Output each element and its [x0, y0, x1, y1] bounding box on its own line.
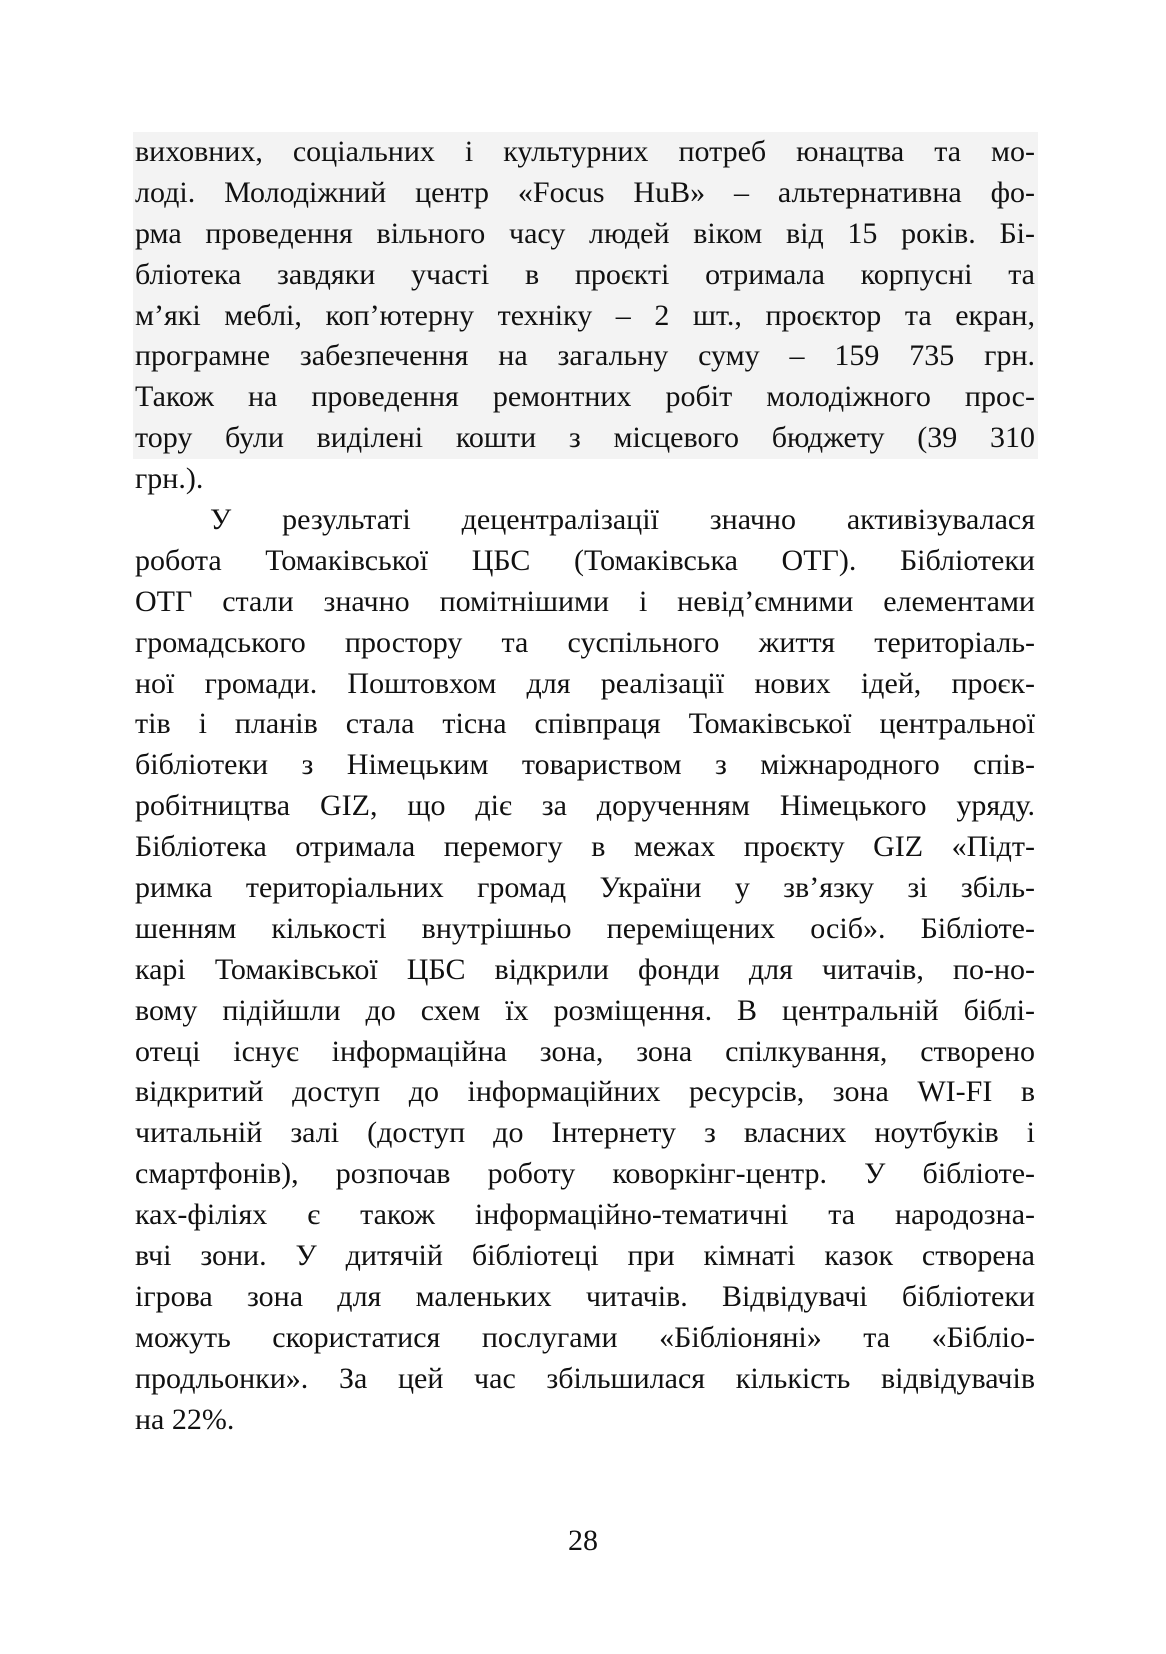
text-line: Також на проведення ремонтних робіт молодіжного прос-	[135, 380, 1035, 414]
text-line: карі Томаківської ЦБС відкрили фонди для читачів, по-но-	[135, 952, 1035, 986]
text-line: ної громади. Поштовхом для реалізації нових ідей, проєк-	[135, 666, 1035, 700]
text-line: можуть скористатися послугами «Бібліоняні» та «Бібліо-	[135, 1320, 1035, 1354]
text-line: смартфонів), розпочав роботу коворкінг-центр. У бібліоте-	[135, 1157, 1035, 1191]
text-line: відкритий доступ до інформаційних ресурсів, зона WI-FI в	[135, 1075, 1035, 1109]
text-line: читальній залі (доступ до Інтернету з власних ноутбуків і	[135, 1116, 1035, 1150]
text-line: робота Томаківської ЦБС (Томаківська ОТГ). Бібліотеки	[135, 543, 1035, 577]
text-line: виховних, соціальних і культурних потреб юнацтва та мо-	[135, 135, 1035, 168]
text-line: У результаті децентралізації значно активізувалася	[210, 503, 1035, 537]
text-line: римка територіальних громад України у зв’язку зі збіль-	[135, 871, 1035, 905]
text-line: робітництва GIZ, що діє за дорученням Німецького уряду.	[135, 789, 1035, 823]
text-line: вчі зони. У дитячій бібліотеці при кімнаті казок створена	[135, 1239, 1035, 1273]
text-line: лоді. Молодіжний центр «Focus HuB» – альтернативна фо-	[135, 175, 1035, 209]
text-line: м’які меблі, коп’ютерну техніку – 2 шт., проєктор та екран,	[135, 298, 1035, 332]
text-line: громадського простору та суспільного життя територіаль-	[135, 625, 1035, 659]
text-line: продльонки». За цей час збільшилася кількість відвідувачів	[135, 1361, 1035, 1395]
text-line: грн.).	[135, 462, 204, 496]
text-line: отеці існує інформаційна зона, зона спілкування, створено	[135, 1034, 1035, 1068]
text-line: ігрова зона для маленьких читачів. Відвідувачі бібліотеки	[135, 1279, 1035, 1313]
body-text	[135, 132, 1035, 1441]
text-line: тів і планів стала тісна співпраця Томаківської центральної	[135, 707, 1035, 741]
text-line: рма проведення вільного часу людей віком від 15 років. Бі-	[135, 216, 1035, 250]
text-line: вому підійшли до схем їх розміщення. В центральній біблі-	[135, 993, 1035, 1027]
text-line: ках-філіях є також інформаційно-тематичні та народозна-	[135, 1198, 1035, 1232]
text-line: на 22%.	[135, 1402, 235, 1436]
text-line: Бібліотека отримала перемогу в межах проєкту GIZ «Підт-	[135, 830, 1035, 864]
text-line: бібліотеки з Німецьким товариством з міжнародного спів-	[135, 748, 1035, 782]
page-number: 28	[568, 1524, 598, 1557]
text-line: ОТГ стали значно помітнішими і невід’ємними елементами	[135, 584, 1035, 618]
text-line: тору були виділені кошти з місцевого бюджету (39 310	[135, 421, 1035, 455]
text-line: бліотека завдяки участі в проєкті отримала корпусні та	[135, 257, 1035, 291]
text-line: програмне забезпечення на загальну суму – 159 735 грн.	[135, 339, 1035, 373]
text-line: шенням кількості внутрішньо переміщених осіб». Бібліоте-	[135, 911, 1035, 945]
